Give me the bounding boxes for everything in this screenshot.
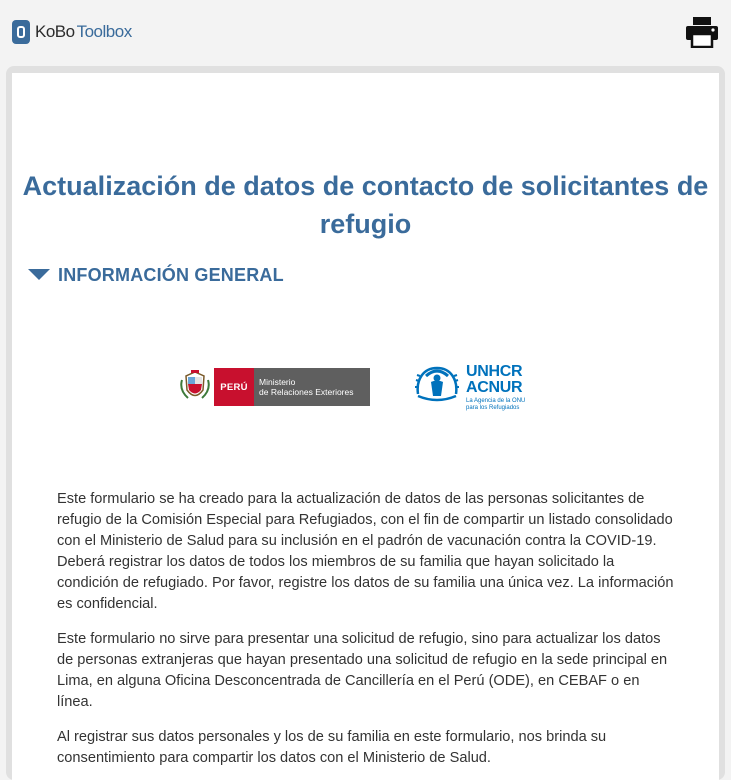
description-paragraph-2: Este formulario no sirve para presentar una solicitud de refugio, sino para actualizar los datos de personas extranjeras que hayan presentado una solicitud de refugio en la sede principal en Lima, en alguna Oficina Desconcentrada de Cancillería en el Perú (ODE), en CEBAF o en línea. <box>57 631 668 710</box>
peru-shield-icon <box>176 368 214 406</box>
unhcr-sub1: La Agencia de la ONU <box>466 398 526 404</box>
kobotoolbox-logo[interactable] <box>12 18 132 46</box>
peru-cancilleria-logo <box>176 368 370 406</box>
unhcr-subtitle <box>466 398 525 412</box>
peru-ministry-line2: de Relaciones Exteriores <box>259 387 354 397</box>
logo-text-kobo: KoBo <box>35 22 75 41</box>
peru-red-block: PERÚ <box>214 368 254 406</box>
unhcr-line2: ACNUR <box>466 379 523 396</box>
section-toggle-informacion-general[interactable] <box>28 265 284 286</box>
unhcr-wordmark <box>466 364 522 396</box>
top-bar <box>0 0 731 64</box>
peru-ministry-line1: Ministerio <box>259 377 296 387</box>
unhcr-line1: UNHCR <box>466 363 523 380</box>
logo-text-toolbox: Toolbox <box>76 22 132 41</box>
unhcr-acnur-logo <box>410 362 550 418</box>
form-card <box>12 73 719 780</box>
caret-down-icon <box>28 269 50 280</box>
kobo-logo-icon <box>12 20 30 44</box>
peru-ministry-block <box>254 368 370 406</box>
unhcr-sub2: para los Refugiados <box>466 405 520 411</box>
description-paragraph-1: Este formulario se ha creado para la actualización de datos de las personas solicitantes de refugio de la Comisión Especial para Refugiados, con el fin de compartir un listado consolidado con el Ministerio de Salud para su inclusión en el padrón de vacunación contra la COVID-19. Deberá registrar los datos de todos los miembros de su familia que hayan solicitado la condición de refugiado. Por favor, registre los datos de su familia una única vez. La información es confidencial. <box>57 491 674 612</box>
unhcr-emblem-icon <box>410 362 464 410</box>
section-label: INFORMACIÓN GENERAL <box>58 265 284 285</box>
form-description <box>57 489 677 780</box>
description-paragraph-3: Al registrar sus datos personales y los de su familia en este formulario, nos brinda su consentimiento para compartir los datos con el Ministerio de Salud. <box>57 729 607 766</box>
print-button[interactable] <box>685 16 719 48</box>
printer-icon <box>685 16 719 48</box>
form-title: Actualización de datos de contacto de solicitantes de refugio <box>22 171 709 240</box>
